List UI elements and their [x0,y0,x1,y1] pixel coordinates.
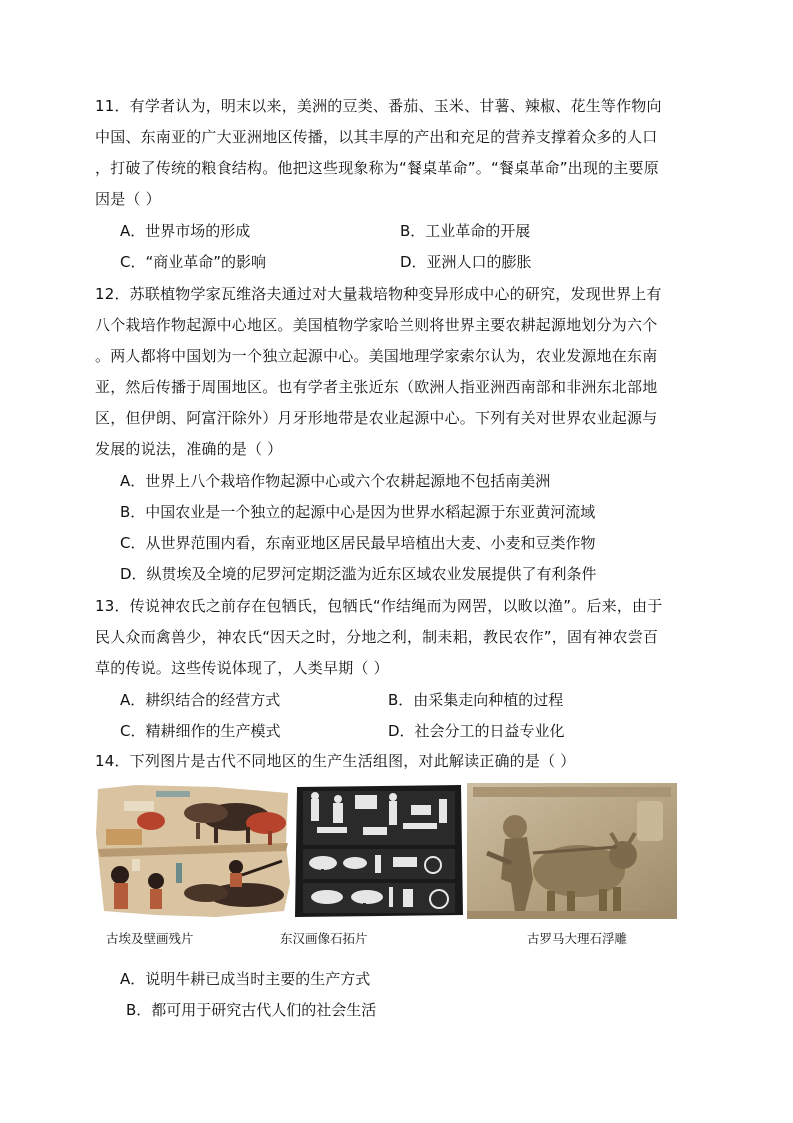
caption-egyptian-mural: 古埃及壁画残片 [106,931,194,946]
q11-stem-line-2: 中国、东南亚的广大亚洲地区传播，以其丰厚的产出和充足的营养支撑着众多的人口 [95,128,658,146]
q12-stem-line-5: 区，但伊朗、阿富汗除外）月牙形地带是农业起源中心。下列有关对世界农业起源与 [95,409,658,427]
q12-option-c: C．从世界范围内看，东南亚地区居民最早培植出大麦、小麦和豆类作物 [120,534,596,552]
q12-stem-line-6: 发展的说法，准确的是（ ） [95,440,283,458]
q11-stem-line-3: ，打破了传统的粮食结构。他把这些现象称为“餐桌革命”。“餐桌革命”出现的主要原 [95,159,659,177]
han-stone-rubbing-image [293,783,465,919]
q11-option-d: D．亚洲人口的膨胀 [400,253,532,271]
q12-option-a: A．世界上八个栽培作物起源中心或六个农耕起源地不包括南美洲 [120,472,551,490]
q11-option-a: A．世界市场的形成 [120,222,251,240]
q11-option-b: B．工业革命的开展 [400,222,531,240]
q13-option-c: C．精耕细作的生产模式 [120,722,281,740]
q12-stem-line-2: 八个栽培作物起源中心地区。美国植物学家哈兰则将世界主要农耕起源地划分为六个 [95,316,658,334]
q12-stem-line-1: 12．苏联植物学家瓦维洛夫通过对大量栽培物种变异形成中心的研究，发现世界上有 [95,285,662,303]
q12-option-d: D．纵贯埃及全境的尼罗河定期泛滥为近东区域农业发展提供了有利条件 [120,565,597,583]
q11-stem-line-1: 11．有学者认为，明末以来，美洲的豆类、番茄、玉米、甘薯、辣椒、花生等作物向 [95,97,662,115]
q13-stem-line-3: 草的传说。这些传说体现了，人类早期（ ） [95,659,389,677]
roman-marble-relief-image [467,783,677,919]
q14-option-b: B．都可用于研究古代人们的社会生活 [126,1001,377,1019]
q13-option-b: B．由采集走向种植的过程 [388,691,564,709]
q13-stem-line-1: 13．传说神农氏之前存在包牺氏，包牺氏“作结绳而为网罟，以畋以渔”。后来，由于 [95,597,663,615]
q14-option-a: A．说明牛耕已成当时主要的生产方式 [120,970,371,988]
egyptian-mural-image [96,783,290,919]
q13-option-a: A．耕织结合的经营方式 [120,691,281,709]
q13-stem-line-2: 民人众而禽兽少，神农氏“因天之时，分地之利，制耒耜，教民农作”，固有神农尝百 [95,628,659,646]
q11-option-c: C．“商业革命”的影响 [120,253,267,271]
q13-option-d: D．社会分工的日益专业化 [388,722,565,740]
q11-stem-line-4: 因是（ ） [95,190,161,208]
caption-han-rubbing: 东汉画像石拓片 [280,931,368,946]
q12-stem-line-3: 。两人都将中国划为一个独立起源中心。美国地理学家索尔认为，农业发源地在东南 [95,347,658,365]
caption-roman-relief: 古罗马大理石浮雕 [527,931,628,946]
q12-option-b: B．中国农业是一个独立的起源中心是因为世界水稻起源于东亚黄河流域 [120,503,596,521]
q12-stem-line-4: 亚，然后传播于周围地区。也有学者主张近东（欧洲人指亚洲西南部和非洲东北部地 [95,378,658,396]
q14-stem: 14．下列图片是古代不同地区的生产生活组图，对此解读正确的是（ ） [95,752,576,770]
